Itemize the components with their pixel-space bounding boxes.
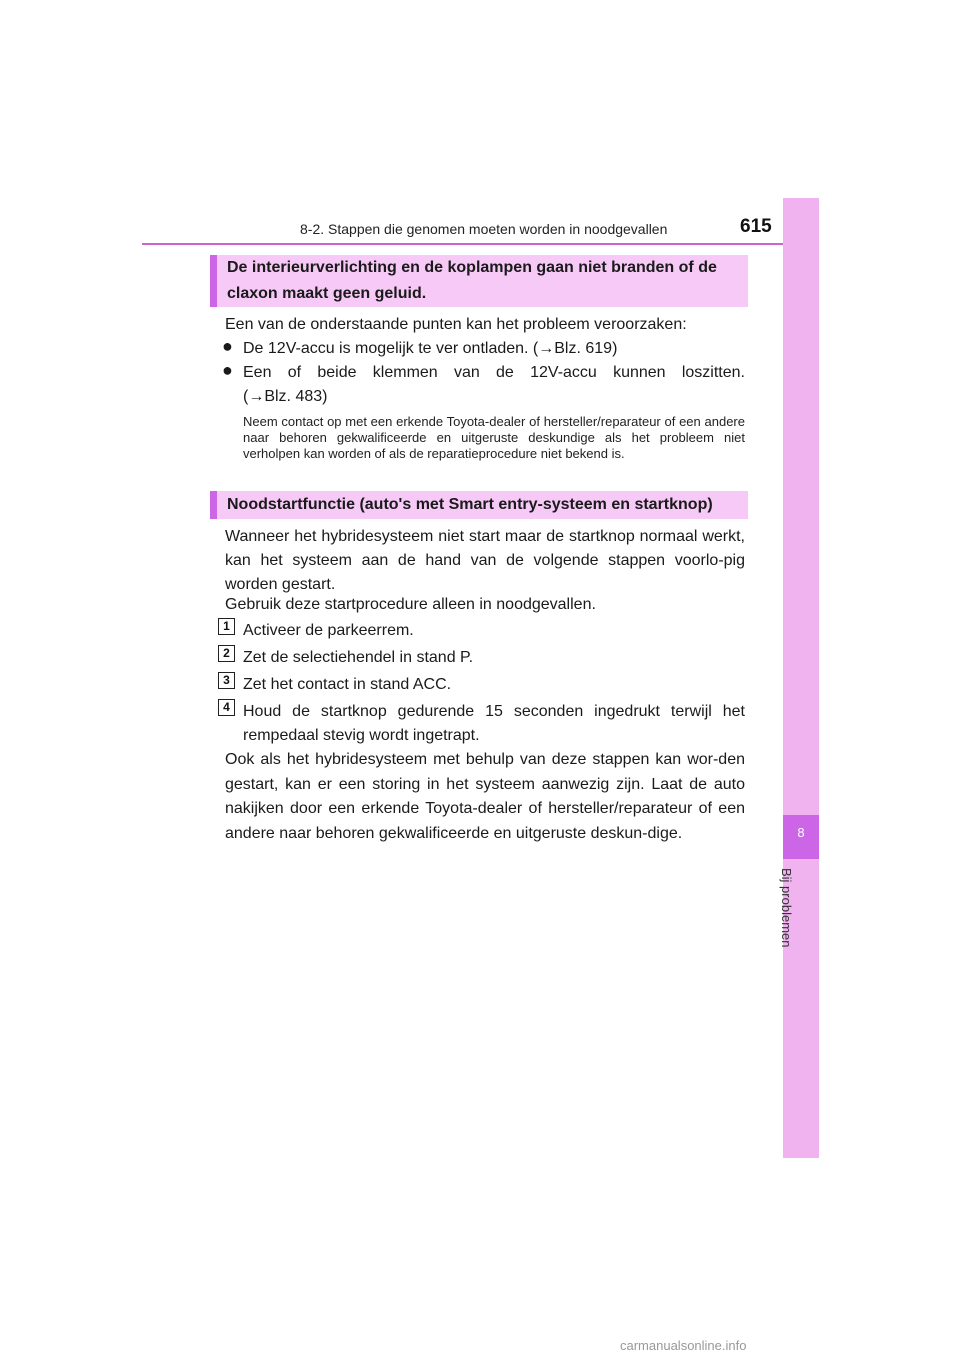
- bullet-icon: ●: [222, 336, 233, 356]
- section2-intro-2: Gebruik deze startprocedure alleen in noodgevallen.: [225, 596, 596, 613]
- step-text-2: Zet de selectiehendel in stand P.: [243, 649, 474, 666]
- section1-intro: Een van de onderstaande punten kan het probleem veroorzaken:: [225, 316, 687, 333]
- chapter-side-tab: [783, 198, 819, 1158]
- closing-paragraph: Ook als het hybridesysteem met behulp van deze stappen kan wor-den gestart, kan er een storing in het systeem aanwezig zijn. Laat de auto nakijken door een erkende Toyota-dealer of hersteller/reparateur of een andere naar behoren gekwalificeerde en uitgeruste deskun-dige.: [225, 751, 745, 842]
- page-number: 615: [740, 216, 772, 237]
- step-text-1: Activeer de parkeerrem.: [243, 622, 414, 639]
- step-number-1: 1: [218, 618, 235, 635]
- running-header: 8-2. Stappen die genomen moeten worden in noodgevallen: [300, 221, 668, 237]
- step-text-3: Zet het contact in stand ACC.: [243, 676, 452, 693]
- dealer-note: Neem contact op met een erkende Toyota-dealer of hersteller/reparateur of een andere naar behoren gekwalificeerde en uitgeruste deskundige als het probleem niet verholpen kan worden of als de reparatieprocedure niet bekend is.: [243, 414, 745, 461]
- section-heading-line-2: claxon maakt geen geluid.: [227, 285, 427, 302]
- chapter-number: 8: [797, 825, 805, 840]
- step-number-2: 2: [218, 645, 235, 662]
- section-heading-emergency-start: Noodstartfunctie (auto's met Smart entry-systeem en startknop): [210, 491, 748, 519]
- chapter-title-vertical: [772, 868, 832, 988]
- step-text-4: Houd de startknop gedurende 15 seconden ingedrukt terwijl het rempedaal stevig wordt ingetrapt.: [243, 703, 745, 744]
- step-number-4: 4: [218, 699, 235, 716]
- chapter-title: Bij problemen: [779, 868, 794, 948]
- section-heading-lights: [210, 255, 748, 307]
- bullet-item-2-line-2: (→Blz. 483): [243, 388, 328, 405]
- bullet-item-2-line-1: Een of beide klemmen van de 12V-accu kunnen loszitten.: [243, 364, 745, 381]
- header-rule: [142, 243, 818, 245]
- step-number-3: 3: [218, 672, 235, 689]
- watermark-text: carmanualsonline.info: [620, 1338, 747, 1353]
- section2-intro: Wanneer het hybridesysteem niet start maar de startknop normaal werkt, kan het systeem aan de hand van de volgende stappen voorlo-pig worden gestart.: [225, 528, 745, 593]
- section-heading-line-1: De interieurverlichting en de koplampen gaan niet branden of de: [227, 259, 717, 276]
- bullet-item-1: De 12V-accu is mogelijk te ver ontladen. (→Blz. 619): [243, 340, 618, 357]
- bullet-icon: ●: [222, 360, 233, 380]
